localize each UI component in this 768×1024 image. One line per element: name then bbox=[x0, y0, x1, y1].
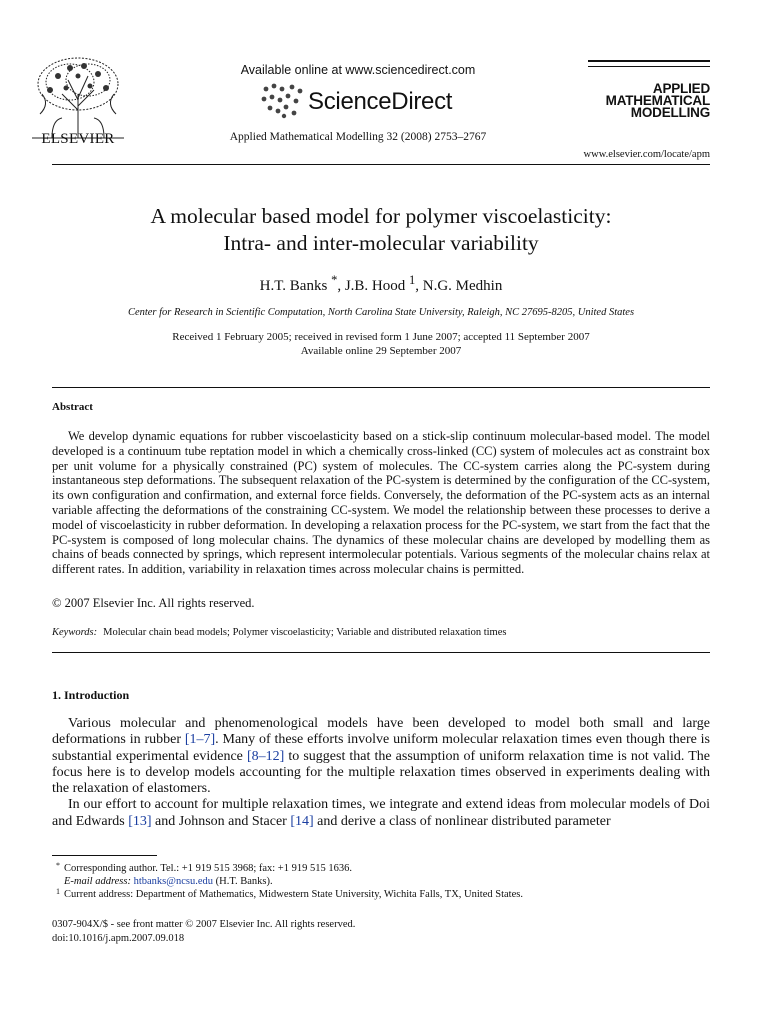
abstract-bottom-rule bbox=[52, 652, 710, 653]
doi-line[interactable]: doi:10.1016/j.apm.2007.09.018 bbox=[52, 933, 185, 944]
issn-line: 0307-904X/$ - see front matter © 2007 Elsevier Inc. All rights reserved. bbox=[52, 919, 356, 930]
available-online-text: Available online at www.sciencedirect.com bbox=[240, 63, 476, 77]
intro-body bbox=[52, 716, 710, 830]
received-dates: Received 1 February 2005; received in revised form 1 June 2007; accepted 11 September 2007 bbox=[172, 331, 590, 343]
citation-link[interactable]: [1–7] bbox=[184, 732, 216, 748]
header-rule-thick bbox=[588, 60, 710, 62]
footnote-corresponding bbox=[52, 862, 710, 875]
keywords-label: Keywords: bbox=[52, 627, 98, 638]
abstract-body bbox=[52, 429, 710, 577]
text-run: . Many of these efforts involve uniform molecular relaxation times even though there is substantial experimental evidence bbox=[52, 732, 710, 764]
header-rule-thin bbox=[588, 66, 710, 67]
footnotes bbox=[52, 862, 710, 901]
footnote-email bbox=[52, 875, 710, 888]
email-suffix: (H.T. Banks). bbox=[215, 876, 273, 887]
intro-paragraph bbox=[52, 797, 710, 830]
footnote-rule bbox=[52, 855, 157, 856]
footnote-text: Current address: Department of Mathematics, Midwestern State University, Wichita Falls, TX, United States. bbox=[64, 889, 523, 900]
author-name: N.G. Medhin bbox=[422, 278, 503, 294]
intro-paragraph bbox=[52, 716, 710, 797]
text-run: In our effort to account for multiple relaxation times, we integrate and extend ideas from molecular models of Doi and Edwards bbox=[52, 797, 710, 829]
article-dates bbox=[52, 330, 710, 358]
footnote-mark: * bbox=[56, 861, 60, 870]
abstract-paragraph: We develop dynamic equations for rubber viscoelasticity based on a stick-slip continuum molecular-based model. The model developed is a continuum tube reptation model in which a chemically cross-linked (CC) system of molecules act as constraint box per unit volume for a physically constrained (PC) system of molecules. The CC-system carries along the PC-system during instantaneous step deformations. The subsequent relaxation of the PC-system is determined by the configuration of the CC-system, its own configuration and confirmation, and external force fields. Conversely, the deformation of the PC-system acts as an internal variable affecting the deformations of the constraining CC-system. We model the relationship between these processes to derive a model of viscoelasticity in rubber deformation. In developing a relaxation process for the PC-system, we start from the fact that the PC-system is composed of long molecular chains. The dynamics of these molecular chains are developed by modelling them as chains of beads connected by springs, which represent intermolecular potentials. Various segments of the molecular chains relax at different rates. In addition, variability in relaxation times across molecular chains is permitted. bbox=[52, 429, 710, 577]
author-list: H.T. Banks *, J.B. Hood $^1$, N.G. Medhin bbox=[259, 273, 503, 294]
author-footnote-mark[interactable]: * bbox=[331, 273, 338, 287]
journal-url-link[interactable]: www.elsevier.com/locate/apm bbox=[583, 149, 710, 160]
journal-logo-line: MODELLING bbox=[630, 105, 710, 120]
text-run: and derive a class of nonlinear distributed parameter bbox=[313, 813, 611, 829]
author-footnote-mark[interactable]: 1 bbox=[409, 273, 416, 287]
abstract-top-rule bbox=[52, 387, 710, 388]
footnote-mark: 1 bbox=[56, 887, 60, 896]
email-label: E-mail address: bbox=[64, 876, 131, 887]
available-date: Available online 29 September 2007 bbox=[300, 345, 462, 357]
text-run: and Johnson and Stacer bbox=[151, 813, 291, 829]
abstract-heading: Abstract bbox=[52, 401, 93, 413]
article-title bbox=[52, 203, 710, 257]
email-link[interactable]: htbanks@ncsu.edu bbox=[133, 876, 213, 887]
footnote-text: Corresponding author. Tel.: +1 919 515 3968; fax: +1 919 515 1636. bbox=[64, 863, 352, 874]
journal-logo-line: APPLIED bbox=[652, 81, 710, 96]
sciencedirect-wordmark: ScienceDirect bbox=[308, 88, 453, 115]
author-name: H.T. Banks bbox=[259, 278, 328, 294]
keywords bbox=[52, 627, 506, 638]
keywords-list: Molecular chain bead models; Polymer viscoelasticity; Variable and distributed relaxation times bbox=[103, 627, 507, 638]
text-run: to suggest that the assumption of uniform relaxation time is not valid. The focus here is to develop models accounting for the multiple relaxation times observed in experiments dealing with the relaxation of elastomers. bbox=[52, 748, 710, 797]
author-name: J.B. Hood bbox=[344, 278, 406, 294]
publisher-name: ELSEVIER bbox=[41, 131, 115, 147]
title-line: A molecular based model for polymer viscoelasticity: bbox=[150, 204, 612, 228]
affiliation: Center for Research in Scientific Computation, North Carolina State University, Raleigh, NC 27695-8205, United States bbox=[127, 307, 635, 318]
abstract-copyright: © 2007 Elsevier Inc. All rights reserved. bbox=[52, 596, 255, 610]
citation-link[interactable]: [13] bbox=[128, 813, 152, 829]
header-divider bbox=[52, 164, 710, 165]
journal-logo bbox=[588, 83, 710, 119]
citation-link[interactable]: [8–12] bbox=[246, 748, 285, 764]
section-heading: 1. Introduction bbox=[52, 688, 130, 702]
text-run: Various molecular and phenomenological models have been developed to model both small and large deformations in rubber bbox=[52, 716, 710, 748]
title-line: Intra- and inter-molecular variability bbox=[223, 231, 539, 255]
footnote-current-address bbox=[52, 888, 710, 901]
journal-logo-line: MATHEMATICAL bbox=[605, 93, 710, 108]
citation-link[interactable]: [14] bbox=[290, 813, 314, 829]
journal-citation: Applied Mathematical Modelling 32 (2008) 2753–2767 bbox=[229, 131, 487, 143]
